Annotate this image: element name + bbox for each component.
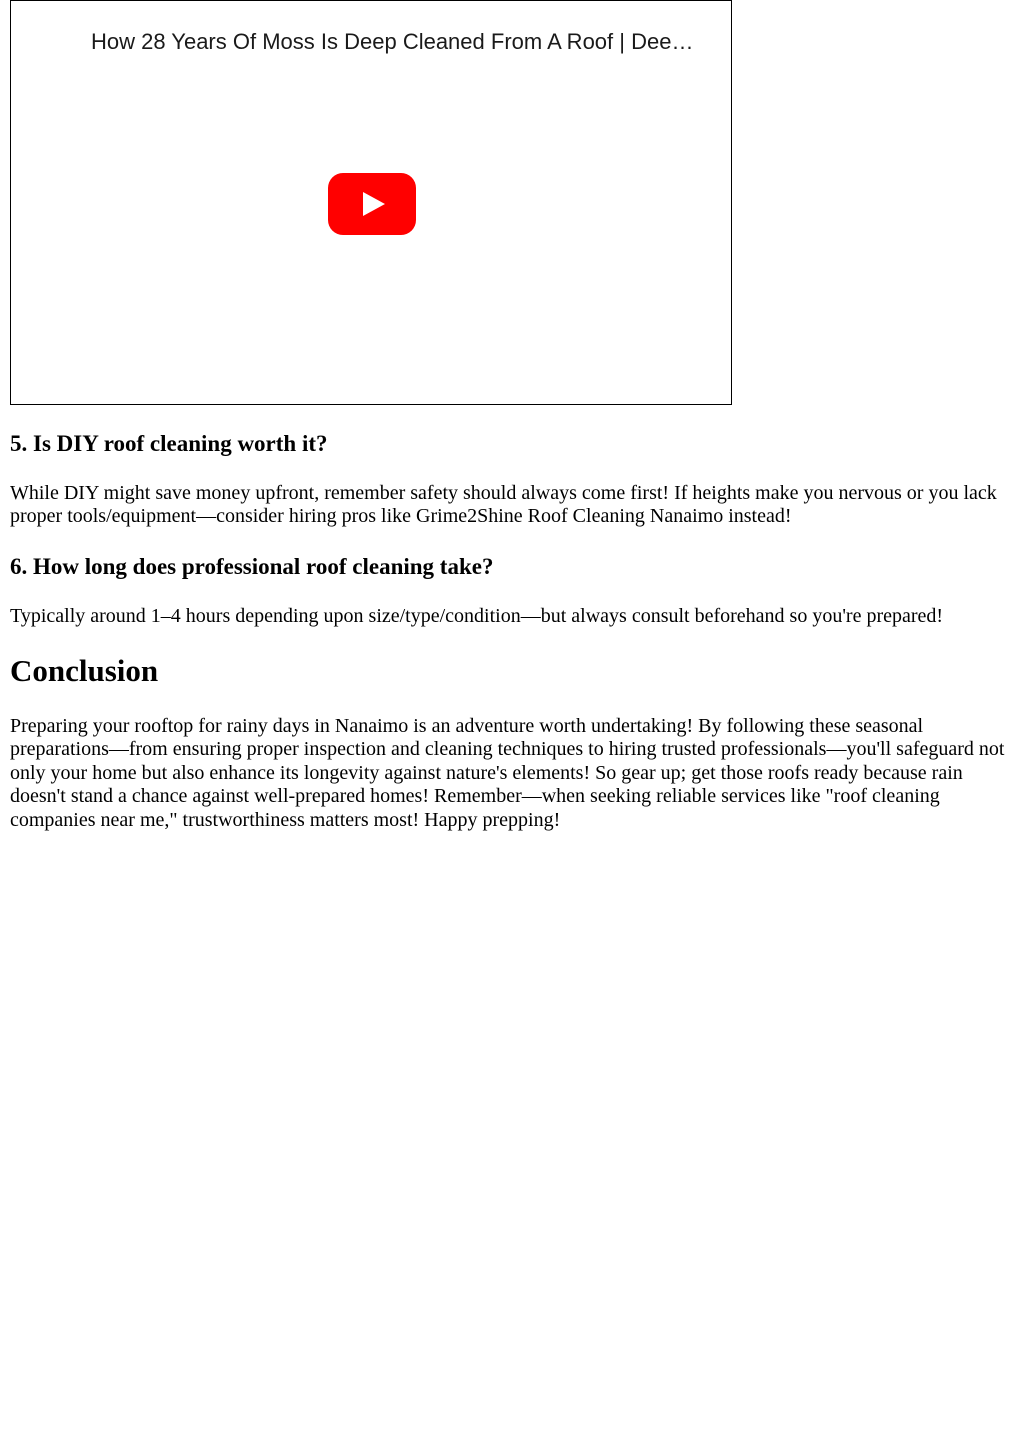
youtube-play-icon[interactable] — [328, 173, 416, 235]
conclusion-text: Preparing your rooftop for rainy days in Nanaimo is an adventure worth undertaking! By following these seasonal preparations—from ensuring proper inspection and cleaning techniques to hiring trusted professionals—you'll safeguard not only your home but also enhance its longevity against nature's elements! So gear up; get those roofs ready because rain doesn't stand a chance against well-prepared homes! Remember—when seeking reliable services like "roof cleaning companies near me," trustworthiness matters most! Happy prepping! — [10, 715, 1005, 831]
faq-answer-duration: Typically around 1–4 hours depending upon size/type/condition—but always consult beforehand so you're prepared! — [10, 605, 944, 627]
article-content — [10, 0, 1010, 831]
faq-answer-diy: While DIY might save money upfront, remember safety should always come first! If heights make you nervous or you lack proper tools/equipment—consider hiring pros like Grime2Shine Roof Cleaning Nanaimo instead! — [10, 482, 997, 528]
conclusion-heading: Conclusion — [10, 653, 159, 688]
faq-heading-duration: 6. How long does professional roof cleaning take? — [10, 554, 494, 579]
video-title[interactable]: How 28 Years Of Moss Is Deep Cleaned From A Roof | Dee… — [91, 29, 694, 54]
faq-heading-diy: 5. Is DIY roof cleaning worth it? — [10, 431, 328, 456]
video-embed[interactable] — [10, 0, 732, 405]
